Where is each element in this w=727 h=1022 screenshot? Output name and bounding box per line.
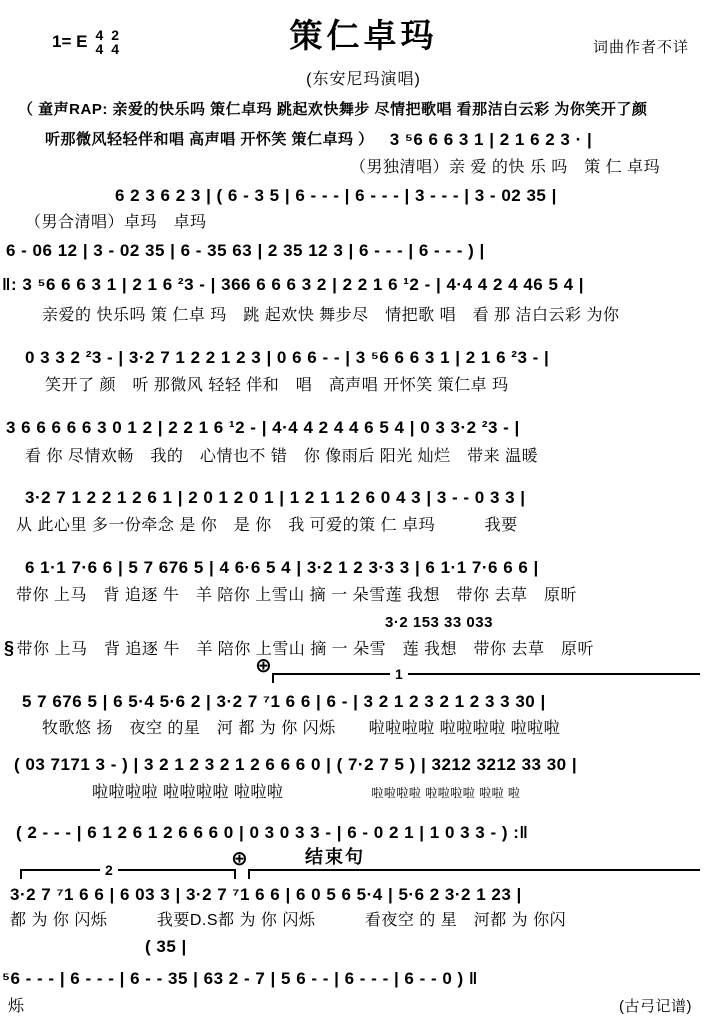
time-sig-1-top: 4	[95, 27, 104, 43]
notation-line: 3 ⁵6 6 6 3 1 | 2 1 6 2 3 · |	[389, 130, 593, 149]
time-sig-1-bottom: 4	[95, 41, 104, 57]
composer-credit: 词曲作者不详	[592, 39, 689, 56]
lyric-line-solo-intro: （男独清唱）亲 爱 的快 乐 吗 策 仁 卓玛	[350, 159, 661, 176]
segno-icon: §	[4, 638, 15, 658]
performer-subtitle: (东安尼玛演唱)	[306, 71, 421, 88]
lyric-line-segno-text: 带你 上马 背 追逐 牛 羊 陪你 上雪山 摘 一 朵雪 莲 我想 带你 去草 原听	[16, 641, 594, 658]
rap-intro-line-2-text: 听那微风轻轻伴和唱 高声唱 开怀笑 策仁卓玛 ）	[45, 131, 374, 148]
notation-line-repeat-end: ( 2 - - - | 6 1 2 6 1 2 6 6 6 0 | 0 3 0 3 3 - | 6 - 0 2 1 | 1 0 3 3 - ) :‖	[16, 823, 529, 842]
volta-1-bracket	[272, 666, 700, 682]
notation-line: 6 1·1 7·6 6 | 5 7 676 5 | 4 6·6 5 4 | 3·2 1 2 3·3 3 | 6 1·1 7·6 6 6 |	[25, 558, 539, 577]
lyric-lala-left: 啦啦啦啦 啦啦啦啦 啦啦啦	[92, 784, 284, 801]
coda-icon: ⊕	[255, 655, 272, 677]
lyric-line: 从 此心里 多一份牵念 是 你 是 你 我 可爱的策 仁 卓玛 我要	[16, 517, 518, 534]
coda-icon: ⊕	[231, 848, 248, 870]
volta-1-label: 1	[390, 665, 408, 683]
ending-section-row	[0, 847, 727, 881]
ending-bracket	[248, 869, 700, 871]
song-title: 策仁卓玛	[289, 17, 438, 54]
final-row	[0, 995, 727, 1019]
time-signature-2	[111, 28, 119, 56]
volta-2-label: 2	[100, 861, 118, 879]
time-signature-1	[95, 28, 103, 56]
key-label: 1= E	[52, 32, 88, 51]
lyric-line: 都 为 你 闪烁 我要D.S都 为 你 闪烁 看夜空 的 星 河都 为 你闪	[10, 912, 567, 929]
notation-line: 3·2 7 1 2 2 1 2 6 1 | 2 0 1 2 0 1 | 1 2 1 1 2 6 0 4 3 | 3 - - 0 3 3 |	[25, 488, 526, 507]
notation-line: 3 6 6 6 6 6 3 0 1 2 | 2 2 1 6 ¹2 - | 4·4 4 2 4 4 6 5 4 | 0 3 3·2 ²3 - |	[6, 418, 520, 437]
lyric-line: 看 你 尽情欢畅 我的 心情也不 错 你 像雨后 阳光 灿烂 带来 温暖	[25, 448, 539, 465]
notation-line: ( 03 7171 3 - ) | 3 2 1 2 3 2 1 2 6 6 6 0 | ( 7·2 7 5 ) | 3212 3212 33 30 |	[14, 755, 578, 774]
notation-line-ossia: 3·2 153 33 033	[385, 614, 493, 631]
lyric-line: 笑开了 颜 听 那微风 轻轻 伴和 唱 高声唱 开怀笑 策仁卓 玛	[45, 377, 509, 394]
time-sig-2-top: 2	[111, 27, 120, 43]
lyric-lala-right: 啦啦啦啦 啦啦啦啦 啦啦 啦	[371, 786, 521, 800]
notation-line: 6 2 3 6 2 3 | ( 6 - 3 5 | 6 - - - | 6 - - - | 3 - - - | 3 - 02 35 |	[115, 186, 557, 205]
rap-intro-line-2	[0, 128, 727, 152]
lyric-line: 亲爱的 快乐吗 策 仁卓 玛 跳 起欢快 舞步尽 情把歌 唱 看 那 洁白云彩 为你	[42, 307, 620, 324]
notation-line: 3·2 7 ⁷1 6 6 | 6 03 3 | 3·2 7 ⁷1 6 6 | 6 0 5 6 5·4 | 5·6 2 3·2 1 23 |	[10, 885, 522, 904]
notation-line-pickup: ( 35 |	[145, 937, 187, 956]
notation-line: 5 7 676 5 | 6 5·4 5·6 2 | 3·2 7 ⁷1 6 6 | 6 - | 3 2 1 2 3 2 1 2 3 3 30 |	[22, 692, 546, 711]
lyric-line-segno	[4, 636, 727, 660]
notation-source-credit: (古弓记谱)	[619, 998, 692, 1015]
volta-1-row	[0, 655, 727, 682]
notation-line-final: ⁵6 - - - | 6 - - - | 6 - - 35 | 63 2 - 7 | 5 6 - - | 6 - - - | 6 - - 0 ) ‖	[2, 969, 478, 988]
notation-line-repeat-start: ‖: 3 ⁵6 6 6 3 1 | 2 1 6 ²3 - | 366 6 6 6 3 2 | 2 2 1 6 ¹2 - | 4·4 4 2 4 46 5 4 |	[2, 275, 585, 294]
score-header	[0, 10, 727, 68]
lyric-line: 带你 上马 背 追逐 牛 羊 陪你 上雪山 摘 一 朵雪莲 我想 带你 去草 原昕	[16, 587, 577, 604]
key-signature	[52, 28, 119, 56]
volta-2-bracket	[20, 862, 236, 878]
lyric-line-lala	[0, 781, 727, 805]
notation-line: 0 3 3 2 ²3 - | 3·2 7 1 2 2 1 2 3 | 0 6 6 - - | 3 ⁵6 6 6 3 1 | 2 1 6 ²3 - |	[25, 348, 550, 367]
lyric-line: 牧歌悠 扬 夜空 的星 河 都 为 你 闪烁 啦啦啦啦 啦啦啦啦 啦啦啦	[42, 720, 561, 737]
rap-intro-line-1: （ 童声RAP: 亲爱的快乐吗 策仁卓玛 跳起欢快舞步 尽情把歌唱 看那洁白云彩 为你笑开了颜	[18, 101, 648, 118]
time-sig-2-bottom: 4	[111, 41, 120, 57]
final-syllable: 烁	[8, 998, 25, 1015]
lyric-line-chorus-intro: （男合清唱）卓玛 卓玛	[25, 214, 207, 231]
notation-line: 6 - 06 12 | 3 - 02 35 | 6 - 35 63 | 2 35 12 3 | 6 - - - | 6 - - - ) |	[6, 241, 485, 260]
ending-label: 结束句	[305, 847, 365, 867]
